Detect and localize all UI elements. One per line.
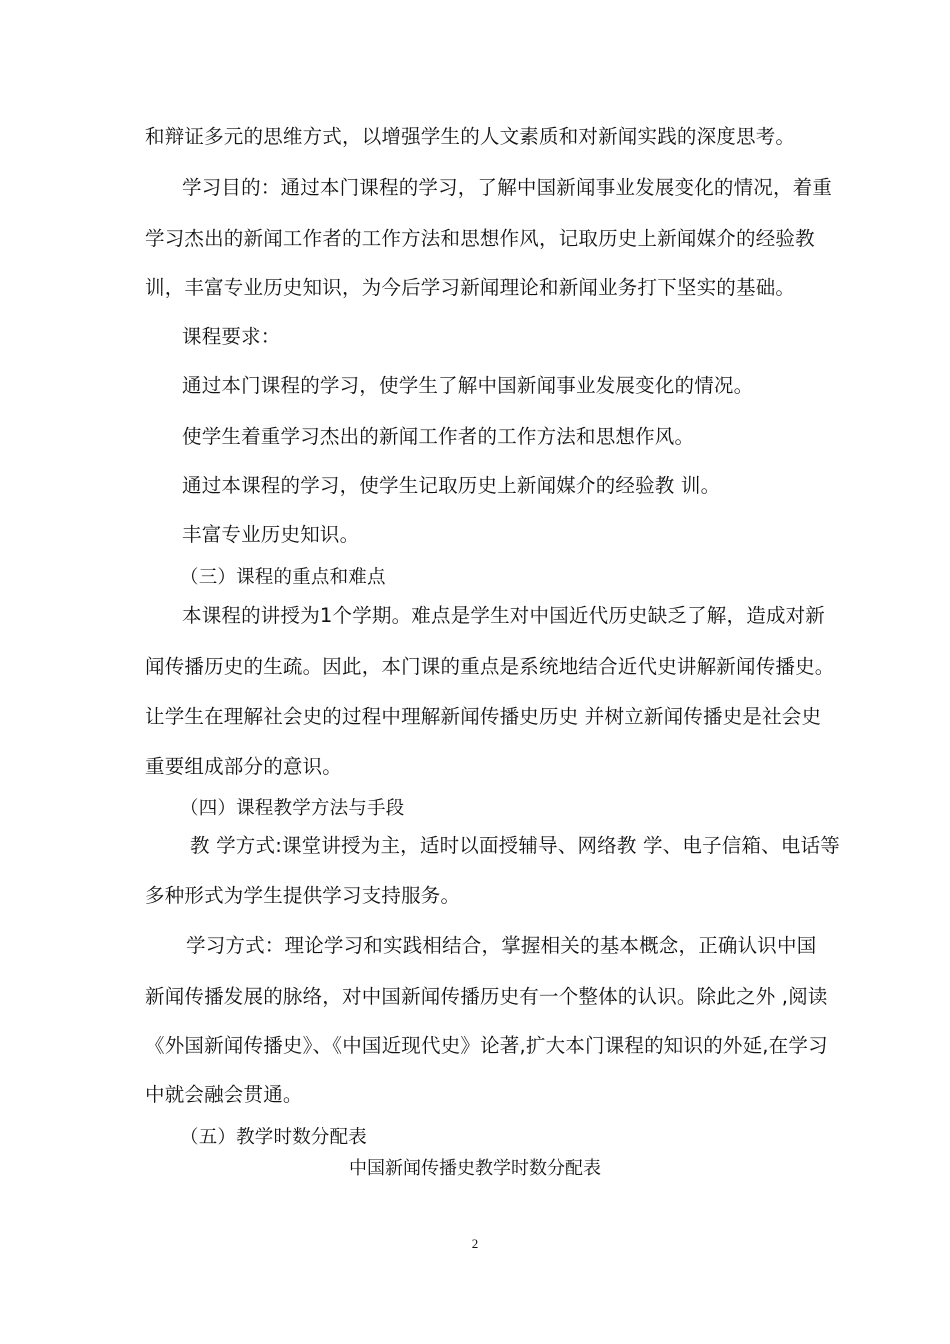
paragraph-line: 学习杰出的新闻工作者的工作方法和思想作风，记取历史上新闻媒介的经验教 xyxy=(145,227,815,250)
requirement-item: 通过本门课程的学习，使学生了解中国新闻事业发展变化的情况。 xyxy=(182,374,754,397)
paragraph-line: 闻传播历史的生疏。因此，本门课的重点是系统地结合近代史讲解新闻传播史。 xyxy=(145,655,835,678)
requirement-item: 使学生着重学习杰出的新闻工作者的工作方法和思想作风。 xyxy=(182,425,695,448)
section-heading-4: （四）课程教学方法与手段 xyxy=(180,798,405,819)
section-heading-3: （三）课程的重点和难点 xyxy=(180,567,386,588)
paragraph-line: 重要组成部分的意识。 xyxy=(145,755,343,778)
paragraph-line: 本课程的讲授为1个学期。难点是学生对中国近代历史缺乏了解，造成对新 xyxy=(182,604,826,627)
study-method-line: 学习方式：理论学习和实践相结合，掌握相关的基本概念，正确认识中国 xyxy=(186,934,817,957)
paragraph-line: 多种形式为学生提供学习支持服务。 xyxy=(145,884,461,907)
learning-goal-line: 学习目的：通过本门课程的学习，了解中国新闻事业发展变化的情况，着重 xyxy=(182,176,833,199)
paragraph-line: 让学生在理解社会史的过程中理解新闻传播史历史 并树立新闻传播史是社会史 xyxy=(145,705,822,728)
paragraph-line: 新闻传播发展的脉络，对中国新闻传播历史有一个整体的认识。除此之外 ,阅读 xyxy=(145,985,828,1008)
requirement-item: 通过本课程的学习，使学生记取历史上新闻媒介的经验教 训。 xyxy=(182,474,721,497)
requirement-item: 丰富专业历史知识。 xyxy=(182,523,360,546)
teaching-method-line: 教 学方式:课堂讲授为主，适时以面授辅导、网络教 学、电子信箱、电话等 xyxy=(190,834,840,857)
table-caption: 中国新闻传播史教学时数分配表 xyxy=(349,1158,601,1179)
section-heading-5: （五）教学时数分配表 xyxy=(180,1127,368,1148)
course-requirements-label: 课程要求： xyxy=(182,325,281,348)
paragraph-line: 中就会融会贯通。 xyxy=(145,1083,303,1106)
paragraph-line: 《外国新闻传播史》、《中国近现代史》论著,扩大本门课程的知识的外延,在学习 xyxy=(145,1034,828,1057)
page-number: 2 xyxy=(471,1236,479,1251)
paragraph-line: 和辩证多元的思维方式，以增强学生的人文素质和对新闻实践的深度思考。 xyxy=(145,125,796,148)
paragraph-line: 训，丰富专业历史知识，为今后学习新闻理论和新闻业务打下坚实的基础。 xyxy=(145,276,796,299)
